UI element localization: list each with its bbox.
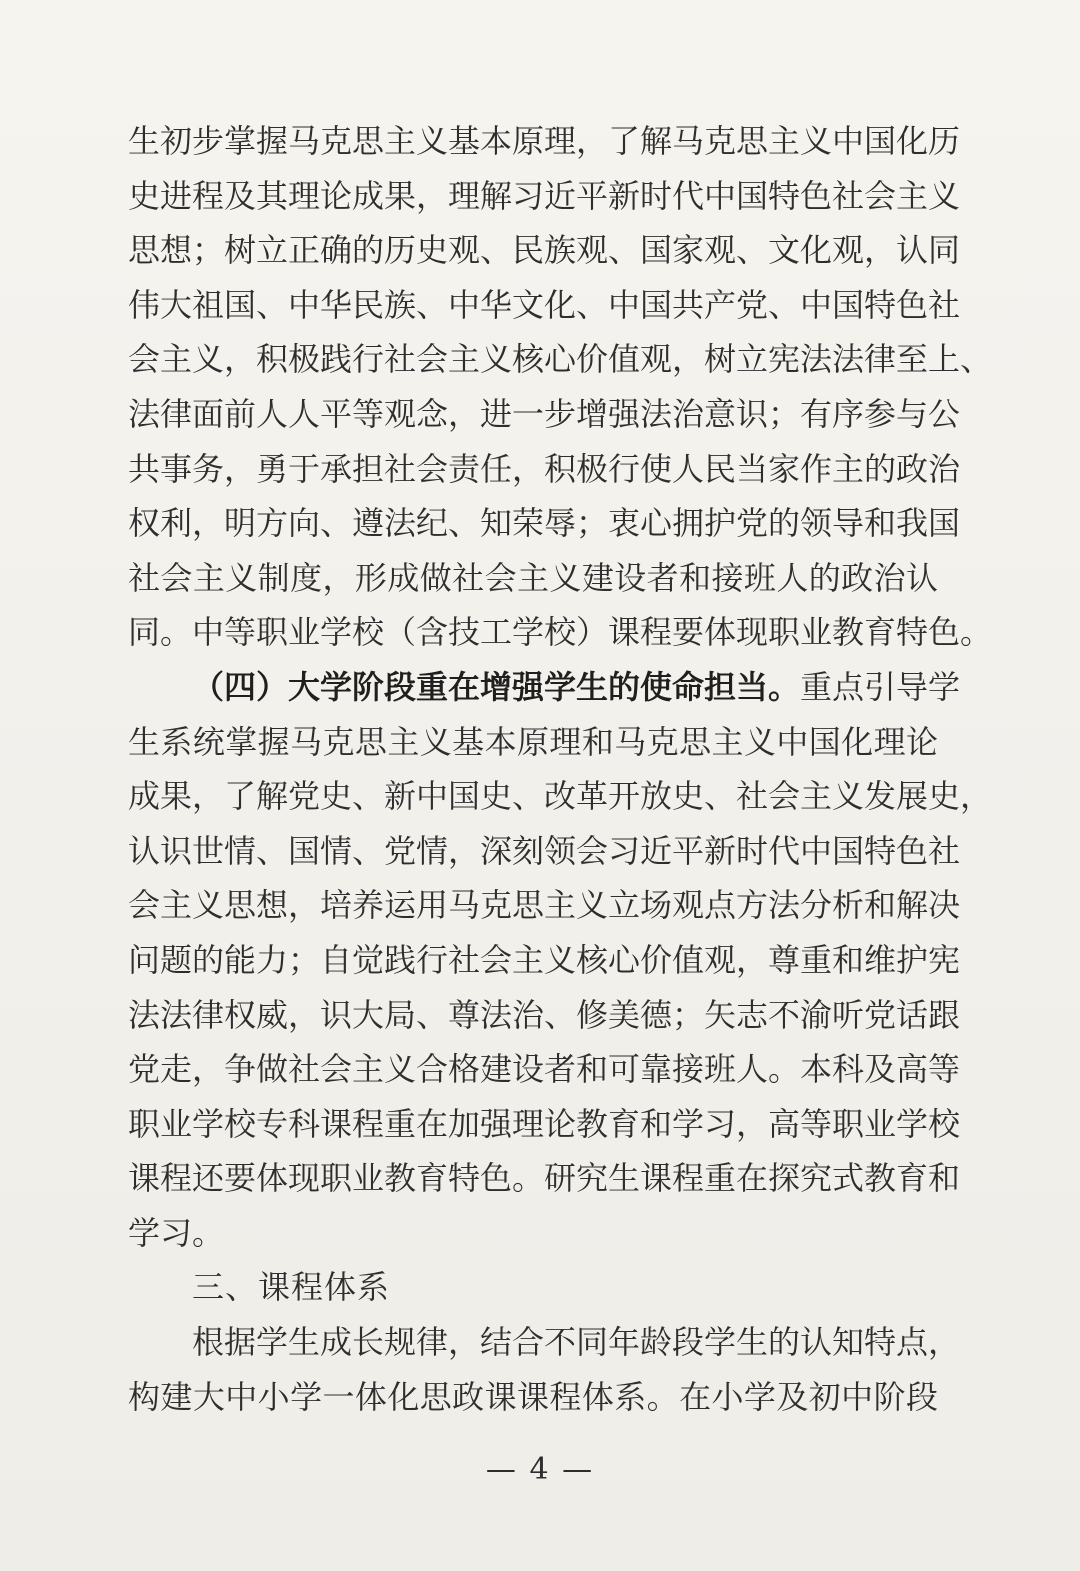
text-line: 党走，争做社会主义合格建设者和可靠接班人。本科及高等 bbox=[128, 1050, 961, 1089]
text-line: 社会主义制度，形成做社会主义建设者和接班人的政治认 bbox=[128, 558, 938, 597]
text-line: 会主义，积极践行社会主义核心价值观，树立宪法法律至上、 bbox=[128, 340, 993, 379]
section-four-bold-lead: （四）大学阶段重在增强学生的使命担当。 bbox=[192, 667, 801, 706]
text-line: 伟大祖国、中华民族、中华文化、中国共产党、中国特色社 bbox=[128, 285, 961, 324]
text-line: 认识世情、国情、党情，深刻领会习近平新时代中国特色社 bbox=[128, 831, 961, 870]
section-four-lead-rest: 重点引导学 bbox=[800, 667, 961, 706]
text-line: 史进程及其理论成果，理解习近平新时代中国特色社会主义 bbox=[128, 176, 961, 215]
text-line: 生系统掌握马克思主义基本原理和马克思主义中国化理论 bbox=[128, 722, 938, 761]
text-line: 会主义思想，培养运用马克思主义立场观点方法分析和解决 bbox=[128, 886, 961, 925]
text-line: 学习。 bbox=[128, 1213, 225, 1252]
text-line: 法律面前人人平等观念，进一步增强法治意识；有序参与公 bbox=[128, 394, 961, 433]
text-line: 思想；树立正确的历史观、民族观、国家观、文化观，认同 bbox=[128, 231, 961, 270]
text-line: 构建大中小学一体化思政课课程体系。在小学及初中阶段 bbox=[128, 1377, 938, 1416]
page-number: — 4 — bbox=[485, 1452, 595, 1487]
text-line: 权利，明方向、遵法纪、知荣辱；衷心拥护党的领导和我国 bbox=[128, 504, 961, 543]
text-line: 成果，了解党史、新中国史、改革开放史、社会主义发展史， bbox=[128, 777, 993, 816]
text-line: 课程还要体现职业教育特色。研究生课程重在探究式教育和 bbox=[128, 1159, 961, 1198]
text-line: 问题的能力；自觉践行社会主义核心价值观，尊重和维护宪 bbox=[128, 940, 961, 979]
section-three-heading: 三、课程体系 bbox=[192, 1268, 391, 1307]
section-four-first-line bbox=[128, 660, 961, 715]
body-text bbox=[128, 114, 993, 1424]
text-line: 职业学校专科课程重在加强理论教育和学习，高等职业学校 bbox=[128, 1104, 961, 1143]
text-line: 根据学生成长规律，结合不同年龄段学生的认知特点， bbox=[192, 1323, 961, 1362]
text-line: 法法律权威，识大局、尊法治、修美德；矢志不渝听党话跟 bbox=[128, 995, 961, 1034]
text-line: 同。中等职业学校（含技工学校）课程要体现职业教育特色。 bbox=[128, 613, 993, 652]
text-line: 生初步掌握马克思主义基本原理，了解马克思主义中国化历 bbox=[128, 122, 961, 160]
text-line: 共事务，勇于承担社会责任，积极行使人民当家作主的政治 bbox=[128, 449, 961, 488]
